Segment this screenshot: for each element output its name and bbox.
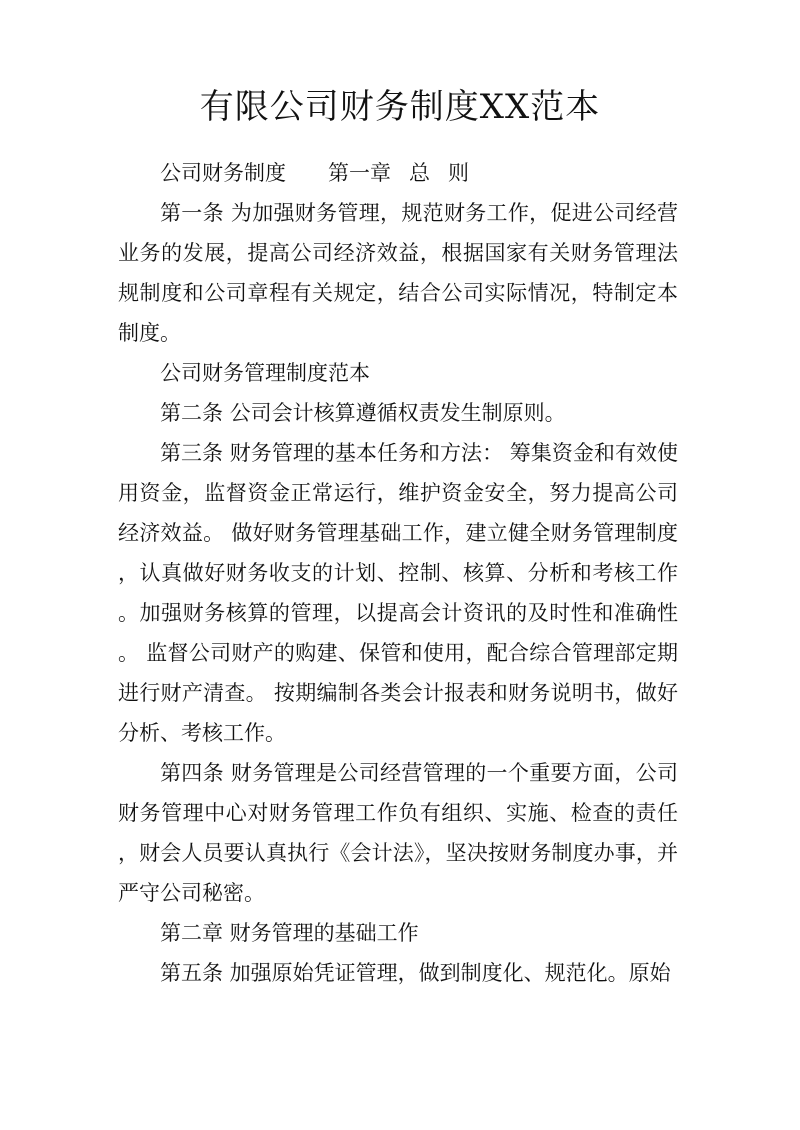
article-5: 第五条 加强原始凭证管理，做到制度化、规范化。原始 — [160, 961, 671, 985]
document-title: 有限公司财务制度XX范本 — [199, 87, 601, 127]
section-heading: 公司财务管理制度范本 — [160, 361, 370, 385]
chapter-title-part2: 则 — [448, 161, 469, 185]
article-2: 第二条 公司会计核算遵循权责发生制原则。 — [160, 401, 566, 425]
chapter-title-part1: 总 — [409, 161, 430, 185]
chapter-2-heading: 第二章 财务管理的基础工作 — [160, 921, 419, 945]
document-body — [118, 153, 678, 993]
heading-line — [118, 153, 678, 193]
article-4: 第四条 财务管理是公司经营管理的一个重要方面，公司财务管理中心对财务管理工作负有组织、实施、检查的责任，财会人员要认真执行《会计法》，坚决按财务制度办事，并严守公司秘密。 — [118, 761, 678, 905]
article-1: 第一条 为加强财务管理，规范财务工作，促进公司经营业务的发展，提高公司经济效益，根据国家有关财务管理法规制度和公司章程有关规定，结合公司实际情况，特制定本制度。 — [118, 201, 678, 345]
chapter-number: 第一章 — [328, 161, 391, 185]
heading-left: 公司财务制度 — [160, 161, 286, 185]
article-3: 第三条 财务管理的基本任务和方法： 筹集资金和有效使用资金，监督资金正常运行，维护资金安全，努力提高公司经济效益。 做好财务管理基础工作，建立健全财务管理制度，认真做好财务收支的计划、控制、核算、分析和考核工作。加强财务核算的管理，以提高会计资讯的及时性和准确性。 监督公司财产的购建、保管和使用，配合综合管理部定期进行财产清查。 按期编制各类会计报表和财务说明书，做好分析、考核工作。 — [118, 441, 678, 745]
